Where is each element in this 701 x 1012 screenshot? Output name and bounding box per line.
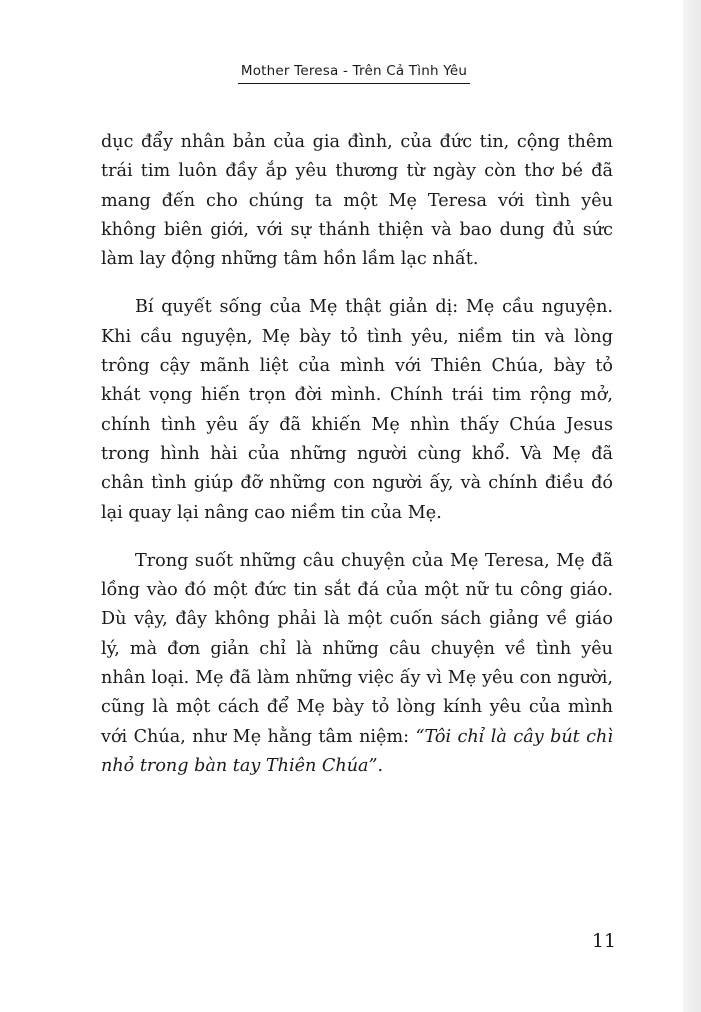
page-edge-shadow	[683, 0, 701, 1012]
running-header: Mother Teresa - Trên Cả Tình Yêu	[238, 63, 470, 84]
page-number: 11	[591, 930, 616, 952]
paragraph-3	[101, 547, 613, 781]
body-text	[101, 128, 613, 800]
paragraph-2: Bí quyết sống của Mẹ thật giản dị: Mẹ cầu nguyện. Khi cầu nguyện, Mẹ bày tỏ tình yêu, niềm tin và lòng trông cậy mãnh liệt của mình với Thiên Chúa, bày tỏ khát vọng hiến trọn đời mình. Chính trái tim rộng mở, chính tình yêu ấy đã khiến Mẹ nhìn thấy Chúa Jesus trong hình hài của những người cùng khổ. Và Mẹ đã chân tình giúp đỡ những con người ấy, và chính điều đó lại quay lại nâng cao niềm tin của Mẹ.	[101, 297, 613, 523]
paragraph-1: dục đẩy nhân bản của gia đình, của đức tin, cộng thêm trái tim luôn đầy ắp yêu thương từ ngày còn thơ bé đã mang đến cho chúng ta một Mẹ Teresa với tình yêu không biên giới, với sự thánh thiện và bao dung đủ sức làm lay động những tâm hồn lầm lạc nhất.	[101, 132, 613, 270]
quote-text: “Tôi chỉ là cây bút chì nhỏ trong bàn tay Thiên Chúa”.	[101, 726, 613, 776]
paragraph-3-text: Trong suốt những câu chuyện của Mẹ Teresa, Mẹ đã lồng vào đó một đức tin sắt đá của một nữ tu công giáo. Dù vậy, đây không phải là một cuốn sách giảng về giáo lý, mà đơn giản chỉ là những câu chuyện về tình yêu nhân loại. Mẹ đã làm những việc ấy vì Mẹ yêu con người, cũng là một cách để Mẹ bày tỏ lòng kính yêu của mình với Chúa, như Mẹ hằng tâm niệm:	[101, 550, 613, 747]
